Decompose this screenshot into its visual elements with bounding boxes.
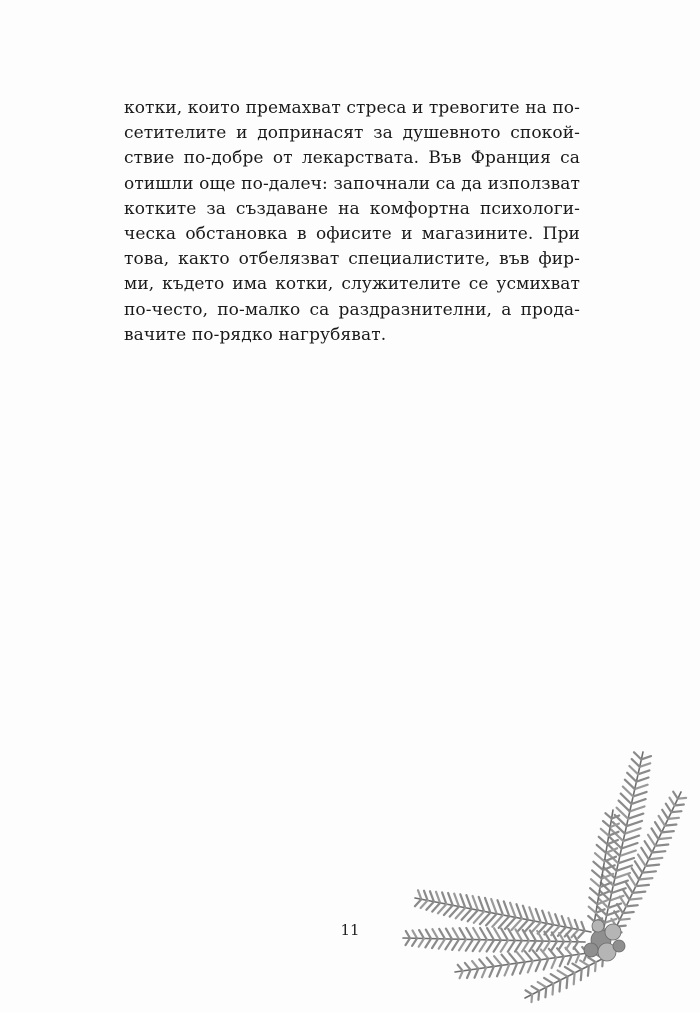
text-line: котките за създаване на комфортна психологи-	[124, 198, 580, 219]
page-number: 11	[340, 921, 360, 939]
text-line: ми, където има котки, служителите се усмихват	[124, 274, 580, 295]
text-line: котки, които премахват стреса и тревогите на по-	[124, 98, 580, 118]
text-line: по-често, по-малко са раздразнителни, а прода-	[124, 299, 580, 320]
text-line: това, както отбелязват специалистите, във фир-	[124, 249, 580, 270]
text-line: ческа обстановка в офисите и магазините. При	[124, 223, 580, 244]
text-line: отишли още по-далеч: започнали са да използват	[124, 173, 580, 194]
text-line: вачите по-рядко нагрубяват.	[124, 324, 387, 345]
text-line: ствие по-добре от лекарствата. Във Франция са	[124, 148, 580, 169]
text-line: сетителите и допринасят за душевното спокой-	[124, 123, 580, 144]
rosemary-sprig-corner-icon	[395, 740, 700, 1013]
body-text	[124, 96, 580, 348]
